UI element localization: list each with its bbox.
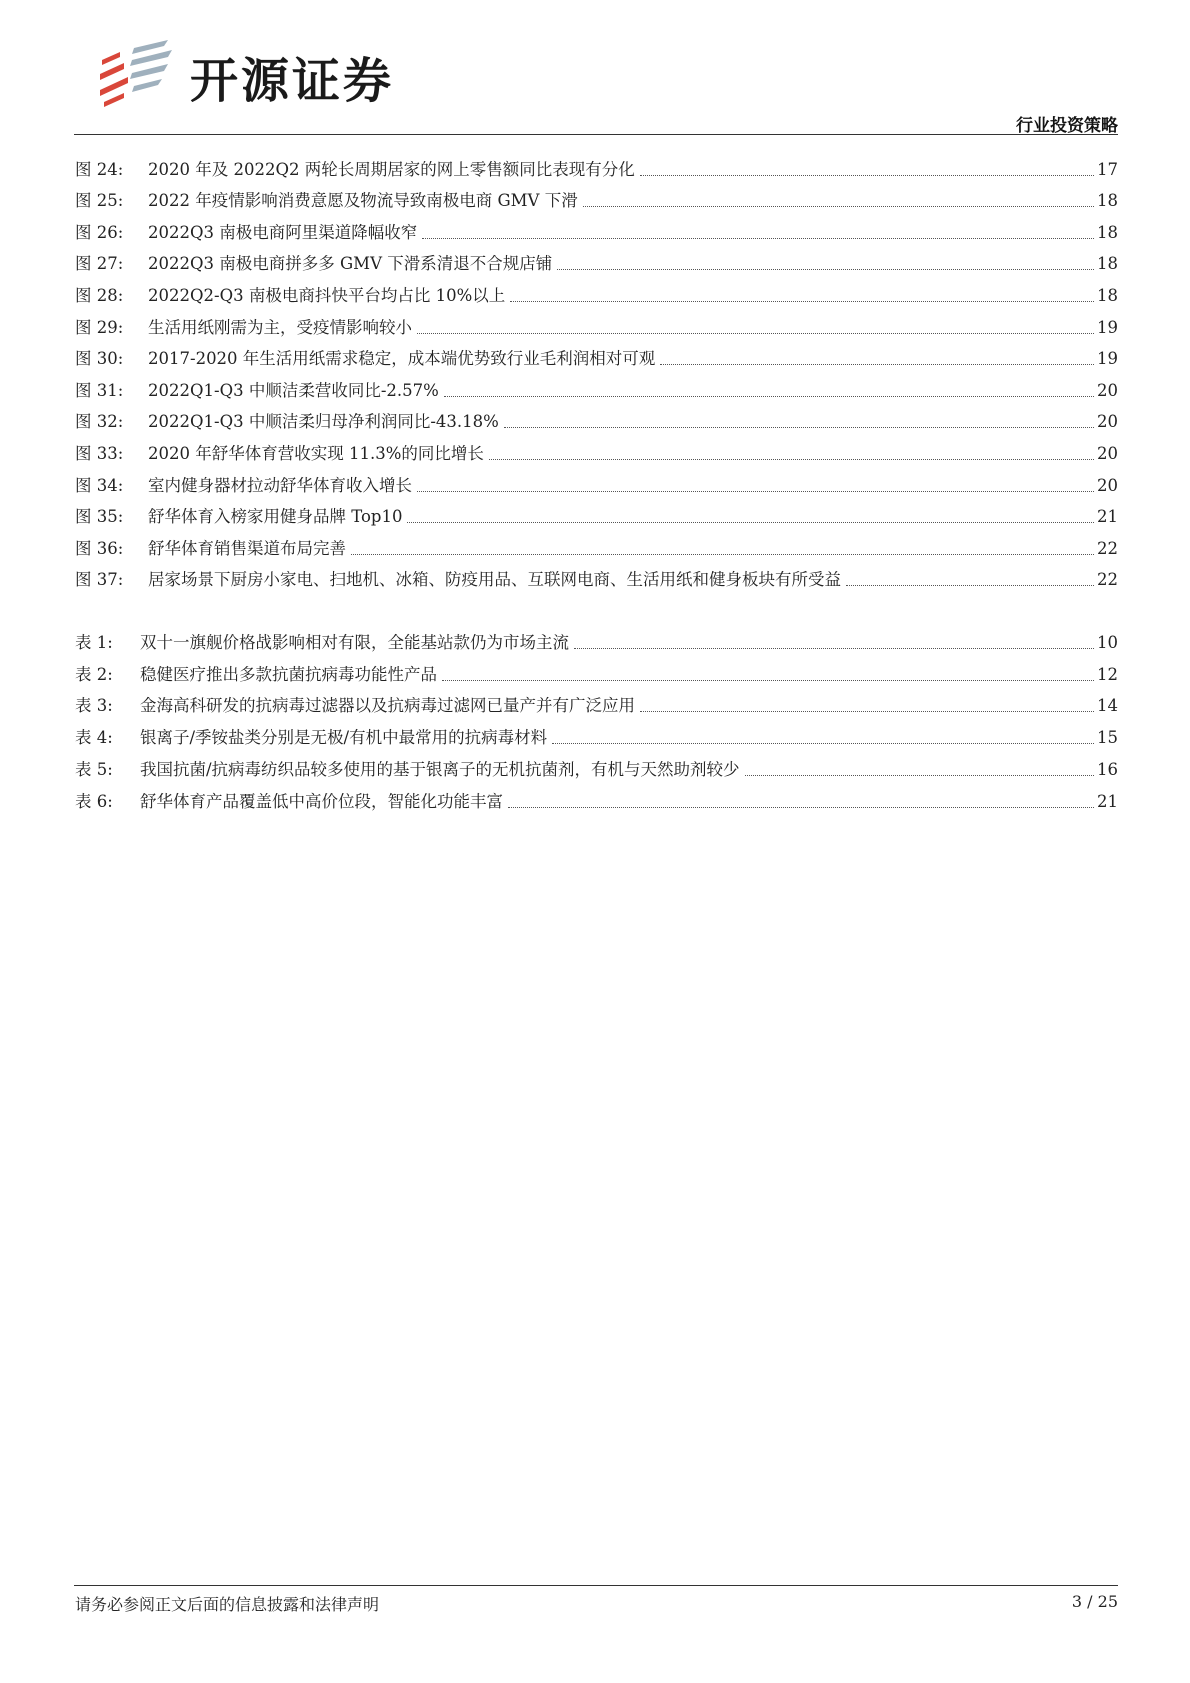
toc-leader bbox=[583, 206, 1094, 207]
toc-page: 16 bbox=[1097, 759, 1118, 779]
kaiyuan-logo-icon bbox=[98, 38, 178, 108]
toc-title: 金海高科研发的抗病毒过滤器以及抗病毒过滤网已量产并有广泛应用 bbox=[140, 696, 635, 716]
toc-entry-table-5[interactable] bbox=[75, 749, 1118, 781]
toc-entry-figure-37[interactable] bbox=[75, 560, 1118, 592]
toc-entry-figure-31[interactable] bbox=[75, 370, 1118, 402]
toc-leader bbox=[407, 522, 1094, 523]
toc-title: 2020 年舒华体育营收实现 11.3%的同比增长 bbox=[148, 443, 484, 463]
toc-page: 18 bbox=[1097, 191, 1118, 211]
toc-leader bbox=[745, 775, 1094, 776]
toc-page: 21 bbox=[1097, 507, 1118, 527]
toc-entry-table-3[interactable] bbox=[75, 686, 1118, 718]
toc-page: 20 bbox=[1097, 380, 1118, 400]
toc-entry-figure-33[interactable] bbox=[75, 433, 1118, 465]
toc-leader bbox=[846, 585, 1094, 586]
toc-page: 20 bbox=[1097, 412, 1118, 432]
footer-disclaimer: 请务必参阅正文后面的信息披露和法律声明 bbox=[75, 1595, 380, 1614]
toc-entry-figure-32[interactable] bbox=[75, 402, 1118, 434]
toc-entry-figure-25[interactable] bbox=[75, 181, 1118, 213]
toc-title: 舒华体育销售渠道布局完善 bbox=[148, 538, 346, 558]
toc-entry-table-2[interactable] bbox=[75, 654, 1118, 686]
toc-title: 银离子/季铵盐类分别是无极/有机中最常用的抗病毒材料 bbox=[140, 728, 548, 748]
toc-label: 图 34: bbox=[75, 475, 124, 495]
toc-entry-figure-30[interactable] bbox=[75, 339, 1118, 371]
toc-page: 14 bbox=[1097, 696, 1118, 716]
toc-label: 图 30: bbox=[75, 349, 124, 369]
toc-entry-table-1[interactable] bbox=[75, 622, 1118, 654]
toc-label: 图 35: bbox=[75, 507, 124, 527]
toc-entry-figure-36[interactable] bbox=[75, 528, 1118, 560]
figure-list bbox=[75, 149, 1118, 591]
toc-label: 图 31: bbox=[75, 380, 124, 400]
header-divider bbox=[74, 134, 1118, 135]
toc-page: 12 bbox=[1097, 664, 1118, 684]
toc-title: 我国抗菌/抗病毒纺织品较多使用的基于银离子的无机抗菌剂，有机与天然助剂较少 bbox=[140, 759, 740, 779]
toc-label: 图 37: bbox=[75, 570, 124, 590]
toc-label: 表 5: bbox=[75, 759, 113, 779]
toc-entry-figure-35[interactable] bbox=[75, 497, 1118, 529]
toc-page: 21 bbox=[1097, 791, 1118, 811]
toc-leader bbox=[640, 711, 1094, 712]
report-category: 行业投资策略 bbox=[1016, 116, 1118, 136]
toc-leader bbox=[489, 459, 1094, 460]
toc-page: 17 bbox=[1097, 159, 1118, 179]
toc-entry-figure-27[interactable] bbox=[75, 244, 1118, 276]
toc-entry-table-4[interactable] bbox=[75, 717, 1118, 749]
toc-entry-figure-34[interactable] bbox=[75, 465, 1118, 497]
toc-title: 2022Q1-Q3 中顺洁柔归母净利润同比-43.18% bbox=[148, 412, 499, 432]
toc-page: 22 bbox=[1097, 538, 1118, 558]
toc-label: 图 29: bbox=[75, 317, 124, 337]
toc-label: 图 36: bbox=[75, 538, 124, 558]
toc-entry-figure-29[interactable] bbox=[75, 307, 1118, 339]
toc-title: 舒华体育入榜家用健身品牌 Top10 bbox=[148, 507, 403, 527]
toc-leader bbox=[504, 427, 1094, 428]
toc-entry-figure-24[interactable] bbox=[75, 149, 1118, 181]
toc-title: 2022Q2-Q3 南极电商抖快平台均占比 10%以上 bbox=[148, 285, 506, 305]
toc-page: 20 bbox=[1097, 443, 1118, 463]
toc-page: 18 bbox=[1097, 285, 1118, 305]
toc-leader bbox=[422, 238, 1094, 239]
toc-entry-figure-26[interactable] bbox=[75, 212, 1118, 244]
toc-title: 居家场景下厨房小家电、扫地机、冰箱、防疫用品、互联网电商、生活用纸和健身板块有所受益 bbox=[148, 570, 841, 590]
toc-label: 图 27: bbox=[75, 254, 124, 274]
toc-entry-table-6[interactable] bbox=[75, 781, 1118, 813]
toc-page: 19 bbox=[1097, 317, 1118, 337]
toc-page: 15 bbox=[1097, 728, 1118, 748]
toc-page: 20 bbox=[1097, 475, 1118, 495]
toc-page: 22 bbox=[1097, 570, 1118, 590]
toc-title: 2022Q3 南极电商阿里渠道降幅收窄 bbox=[148, 222, 418, 242]
toc-leader bbox=[574, 648, 1094, 649]
toc-leader bbox=[660, 364, 1094, 365]
toc-label: 图 33: bbox=[75, 443, 124, 463]
toc-label: 表 3: bbox=[75, 696, 113, 716]
toc-leader bbox=[417, 491, 1094, 492]
toc-leader bbox=[510, 301, 1094, 302]
toc-title: 2020 年及 2022Q2 两轮长周期居家的网上零售额同比表现有分化 bbox=[148, 159, 635, 179]
toc-title: 双十一旗舰价格战影响相对有限，全能基站款仍为市场主流 bbox=[140, 632, 569, 652]
toc-label: 表 2: bbox=[75, 664, 113, 684]
toc-leader bbox=[351, 554, 1094, 555]
toc-leader bbox=[640, 175, 1094, 176]
table-list bbox=[75, 622, 1118, 813]
toc-leader bbox=[417, 333, 1094, 334]
toc-label: 图 24: bbox=[75, 159, 124, 179]
brand-name: 开源证券 bbox=[190, 53, 395, 109]
page-header bbox=[0, 0, 1190, 135]
page-number: 3 / 25 bbox=[1071, 1592, 1118, 1611]
toc-label: 表 1: bbox=[75, 632, 113, 652]
toc-leader bbox=[444, 396, 1094, 397]
toc-leader bbox=[442, 680, 1094, 681]
toc-page: 18 bbox=[1097, 222, 1118, 242]
toc-page: 18 bbox=[1097, 254, 1118, 274]
toc-label: 图 26: bbox=[75, 222, 124, 242]
toc-title: 稳健医疗推出多款抗菌抗病毒功能性产品 bbox=[140, 664, 437, 684]
toc-title: 舒华体育产品覆盖低中高价位段，智能化功能丰富 bbox=[140, 791, 503, 811]
toc-label: 表 4: bbox=[75, 728, 113, 748]
toc-title: 生活用纸刚需为主，受疫情影响较小 bbox=[148, 317, 412, 337]
toc-label: 表 6: bbox=[75, 791, 113, 811]
toc-title: 2022 年疫情影响消费意愿及物流导致南极电商 GMV 下滑 bbox=[148, 191, 578, 211]
toc-entry-figure-28[interactable] bbox=[75, 275, 1118, 307]
toc-label: 图 32: bbox=[75, 412, 124, 432]
toc-title: 2022Q3 南极电商拼多多 GMV 下滑系清退不合规店铺 bbox=[148, 254, 553, 274]
toc-page: 10 bbox=[1097, 632, 1118, 652]
toc-leader bbox=[508, 807, 1094, 808]
toc-leader bbox=[557, 269, 1094, 270]
toc-title: 2017-2020 年生活用纸需求稳定，成本端优势致行业毛利润相对可观 bbox=[148, 349, 656, 369]
toc-leader bbox=[552, 743, 1094, 744]
footer-divider bbox=[74, 1585, 1118, 1586]
toc-label: 图 28: bbox=[75, 285, 124, 305]
toc-page: 19 bbox=[1097, 349, 1118, 369]
toc-title: 2022Q1-Q3 中顺洁柔营收同比-2.57% bbox=[148, 380, 439, 400]
toc-title: 室内健身器材拉动舒华体育收入增长 bbox=[148, 475, 412, 495]
toc-label: 图 25: bbox=[75, 191, 124, 211]
